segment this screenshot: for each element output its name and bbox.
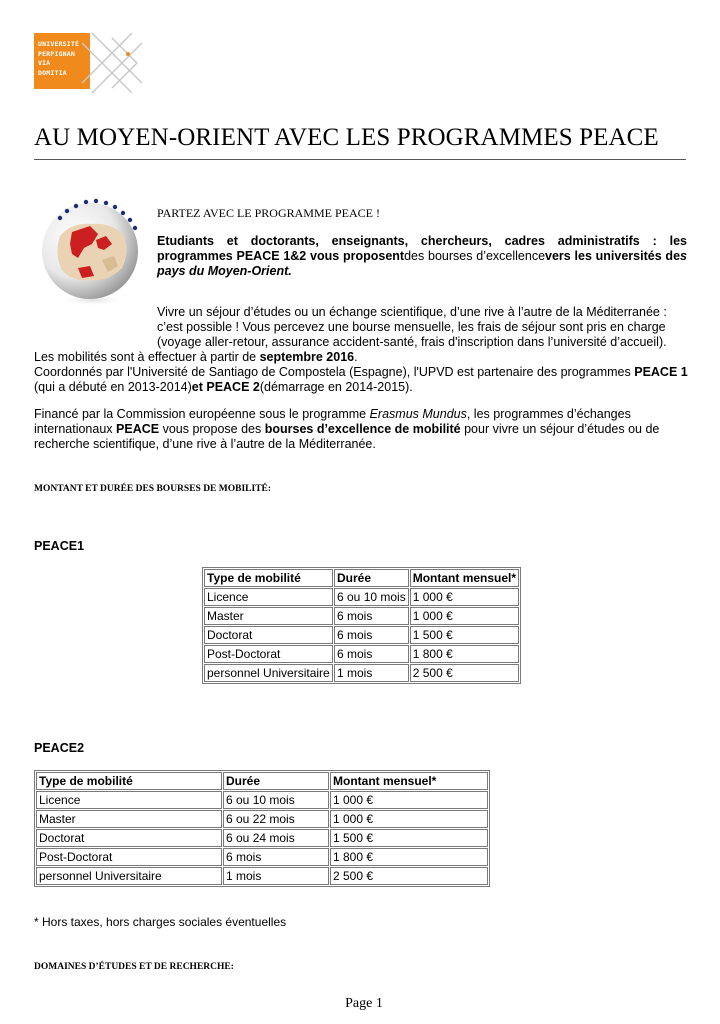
table-cell: 1 000 € — [330, 791, 488, 809]
table-cell: personnel Universitaire — [36, 867, 222, 885]
para1-line3-c: (qui a débuté en 2013-2014) — [34, 380, 192, 394]
table-header-cell: Durée — [223, 772, 329, 790]
section-heading-montant: MONTANT ET DURÉE DES BOURSES DE MOBILITÉ: — [34, 484, 272, 494]
table-cell: Master — [204, 607, 333, 625]
logo-line-1: UNIVERSITÉ — [38, 40, 80, 48]
table-cell: Doctorat — [36, 829, 222, 847]
logo-text — [38, 40, 79, 78]
table-header-cell: Montant mensuel* — [330, 772, 488, 790]
table-cell: Post-Doctorat — [204, 645, 333, 663]
table-row — [36, 810, 488, 828]
table-cell: 1 000 € — [410, 607, 519, 625]
para1-line2-b: septembre 2016 — [259, 350, 355, 364]
table-header-cell: Type de mobilité — [204, 569, 333, 587]
table-cell: 6 ou 24 mois — [223, 829, 329, 847]
para1-line2 — [34, 350, 694, 365]
title-rule — [34, 159, 686, 160]
table-cell: 6 mois — [334, 626, 409, 644]
section-heading-domaines: DOMAINES D’ÉTUDES ET DE RECHERCHE: — [34, 962, 234, 972]
audience-part1: Etudiants et doctorants, enseignants, chercheurs, cadres administratifs : les programmes PEACE 1&2 vous proposent — [157, 234, 687, 263]
table-cell: 2 500 € — [330, 867, 488, 885]
audience-paragraph — [157, 234, 687, 279]
table-row — [36, 848, 488, 866]
para1-line2-a: Les mobilités sont à effectuer à partir de — [34, 350, 260, 364]
table-header-cell: Durée — [334, 569, 409, 587]
para1-line3-e: (démarrage en 2014-2015). — [259, 380, 413, 394]
para1-line3-a: Coordonnés par l'Université de Santiago de Compostela (Espagne), l'UPVD est partenaire des programmes — [34, 365, 635, 379]
table-cell: 1 800 € — [330, 848, 488, 866]
table-cell: 1 500 € — [330, 829, 488, 847]
audience-part2: des bourses d’excellence — [404, 249, 546, 263]
table-row — [204, 607, 519, 625]
table-cell: 6 mois — [334, 607, 409, 625]
peace1-label: PEACE1 — [34, 539, 85, 553]
para2-a: Financé par la Commission européenne sous le programme — [34, 407, 370, 421]
table-cell: Licence — [204, 588, 333, 606]
university-logo — [34, 33, 144, 93]
table-row — [204, 626, 519, 644]
table-row — [36, 829, 488, 847]
table-cell: 1 800 € — [410, 645, 519, 663]
peace2-table — [34, 770, 490, 887]
table-cell: 1 000 € — [410, 588, 519, 606]
peace2-label: PEACE2 — [34, 741, 85, 755]
table-header-cell: Montant mensuel* — [410, 569, 519, 587]
para1-line3-b: PEACE 1 — [634, 365, 688, 379]
table-cell: 1 000 € — [330, 810, 488, 828]
table-cell: Master — [36, 810, 222, 828]
intro-heading: PARTEZ AVEC LE PROGRAMME PEACE ! — [157, 206, 380, 220]
audience-part3: vers les universités de — [545, 249, 681, 263]
table-row — [204, 588, 519, 606]
table-row — [36, 791, 488, 809]
page-number: Page 1 — [345, 996, 383, 1011]
para2-c: , les programmes d’échanges internationaux — [34, 407, 631, 436]
table-cell: Licence — [36, 791, 222, 809]
europe-globe-with-eu-stars-icon — [32, 196, 150, 308]
logo-line-4: DOMITIA — [38, 68, 67, 77]
paragraph-erasmus — [34, 407, 694, 452]
para2-b: Erasmus Mundus — [369, 407, 467, 421]
page-title: AU MOYEN-ORIENT AVEC LES PROGRAMMES PEACE — [34, 124, 659, 151]
para1-line2-c: . — [354, 350, 358, 364]
table-row — [36, 867, 488, 885]
table-header-cell: Type de mobilité — [36, 772, 222, 790]
table-cell: 1 mois — [223, 867, 329, 885]
para2-f: bourses d’excellence de mobilité — [264, 422, 461, 436]
table-header-row — [204, 569, 519, 587]
para1-line1: Vivre un séjour d’études ou un échange scientifique, d’une rive à l’autre de la Méditerranée : c’est possible ! Vous percevez une bourse mensuelle, les frais de séjour sont pris en charge (voyage aller-retour, assurance accident-santé, frais d'inscription dans l’université d’accueil). — [157, 305, 667, 349]
table-cell: 1 mois — [334, 664, 409, 682]
para2-g: pour vivre un séjour d’études ou de recherche scientifique, d’une rive à l’autre de la Méditerranée. — [34, 422, 660, 451]
table-cell: 1 500 € — [410, 626, 519, 644]
table-header-row — [36, 772, 488, 790]
paragraph-sejour — [34, 305, 694, 395]
table-cell: 6 ou 22 mois — [223, 810, 329, 828]
table-cell: 2 500 € — [410, 664, 519, 682]
audience-part4: s pays du Moyen-Orient. — [157, 249, 687, 278]
table-cell: 6 ou 10 mois — [334, 588, 409, 606]
logo-lattice-icon — [82, 33, 142, 93]
table-cell: 6 mois — [223, 848, 329, 866]
footnote: * Hors taxes, hors charges sociales éventuelles — [34, 915, 287, 929]
para2-e: vous propose des — [159, 422, 265, 436]
table-cell: Doctorat — [204, 626, 333, 644]
table-cell: 6 mois — [334, 645, 409, 663]
para2-d: PEACE — [116, 422, 160, 436]
table-cell: 6 ou 10 mois — [223, 791, 329, 809]
logo-line-2: PERPIGNAN — [38, 49, 76, 58]
logo-line-3: VIA — [38, 59, 51, 67]
table-cell: personnel Universitaire — [204, 664, 333, 682]
para1-line3-d: et PEACE 2 — [191, 380, 260, 394]
table-cell: Post-Doctorat — [36, 848, 222, 866]
para1-line3 — [34, 365, 694, 395]
table-row — [204, 664, 519, 682]
peace1-table — [202, 567, 521, 684]
table-row — [204, 645, 519, 663]
